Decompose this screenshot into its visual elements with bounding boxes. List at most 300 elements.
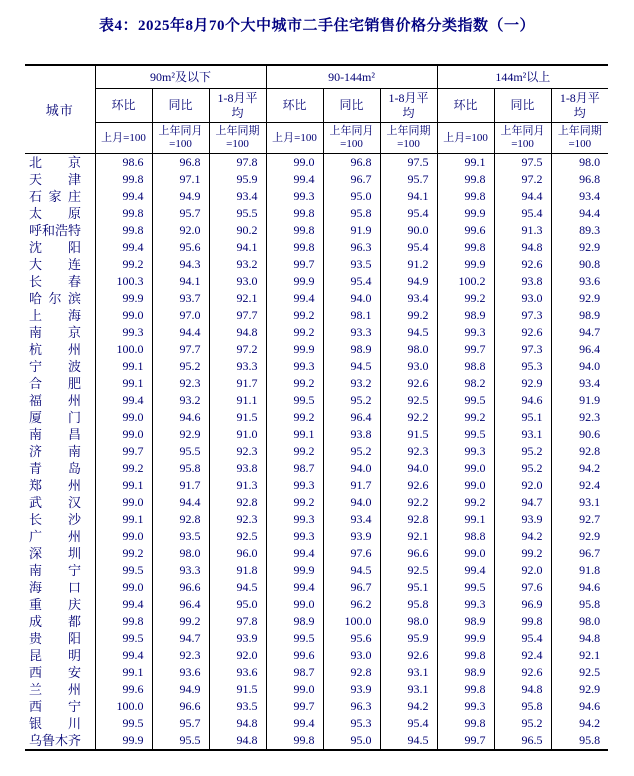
table-row: [25, 290, 608, 307]
index-value: 96.0: [209, 545, 266, 562]
index-value: 99.3: [266, 358, 323, 375]
index-value: 95.4: [380, 205, 437, 222]
index-value: 94.5: [323, 358, 380, 375]
index-value: 97.5: [380, 154, 437, 172]
index-value: 99.8: [266, 205, 323, 222]
index-value: 92.8: [551, 443, 608, 460]
metric-header-yoy: 同比: [323, 89, 380, 123]
table-row: [25, 698, 608, 715]
index-value: 92.9: [551, 290, 608, 307]
index-value: 94.0: [551, 358, 608, 375]
index-value: 99.5: [95, 630, 152, 647]
city-name: 南京: [29, 325, 81, 340]
base-header: 上月=100: [266, 123, 323, 154]
metric-header-yoy: 同比: [152, 89, 209, 123]
index-value: 99.2: [95, 545, 152, 562]
index-value: 93.9: [209, 630, 266, 647]
index-value: 99.9: [95, 290, 152, 307]
base-header: 上年同月=100: [152, 123, 209, 154]
index-value: 94.8: [209, 324, 266, 341]
city-name: 杭州: [29, 342, 81, 357]
index-value: 93.9: [323, 681, 380, 698]
index-value: 97.3: [494, 341, 551, 358]
index-value: 99.8: [437, 188, 494, 205]
city-name: 厦门: [29, 410, 81, 425]
index-value: 98.8: [437, 358, 494, 375]
index-value: 98.6: [95, 154, 152, 172]
index-value: 93.0: [494, 290, 551, 307]
index-value: 95.2: [323, 392, 380, 409]
index-value: 94.1: [380, 188, 437, 205]
index-value: 94.4: [494, 188, 551, 205]
index-value: 99.2: [266, 443, 323, 460]
index-value: 98.0: [152, 545, 209, 562]
index-value: 94.9: [380, 273, 437, 290]
index-value: 97.3: [494, 307, 551, 324]
metric-header-avg: 1-8月平均: [209, 89, 266, 123]
index-value: 93.9: [494, 511, 551, 528]
index-value: 99.0: [437, 460, 494, 477]
index-value: 92.8: [380, 511, 437, 528]
index-value: 99.9: [95, 732, 152, 750]
index-value: 91.2: [380, 256, 437, 273]
index-value: 99.5: [266, 392, 323, 409]
index-value: 94.0: [380, 460, 437, 477]
table-row: [25, 477, 608, 494]
index-value: 94.8: [209, 732, 266, 750]
index-value: 99.9: [437, 256, 494, 273]
index-value: 98.7: [266, 460, 323, 477]
base-header: 上月=100: [95, 123, 152, 154]
page-title: 表4：2025年8月70个大中城市二手住宅销售价格分类指数（一）: [98, 18, 535, 34]
index-value: 91.3: [494, 222, 551, 239]
price-index-table: [25, 64, 608, 751]
index-value: 94.1: [209, 239, 266, 256]
table-row: [25, 715, 608, 732]
index-value: 97.2: [209, 341, 266, 358]
table-row: [25, 613, 608, 630]
index-value: 92.1: [551, 647, 608, 664]
index-value: 98.9: [266, 613, 323, 630]
index-value: 99.2: [266, 494, 323, 511]
index-value: 99.8: [95, 171, 152, 188]
index-value: 92.3: [380, 443, 437, 460]
index-value: 94.3: [152, 256, 209, 273]
city-name: 贵阳: [29, 631, 81, 646]
index-value: 89.3: [551, 222, 608, 239]
index-value: 92.0: [494, 562, 551, 579]
index-value: 99.2: [266, 409, 323, 426]
index-value: 99.8: [437, 681, 494, 698]
index-value: 98.1: [323, 307, 380, 324]
index-value: 94.2: [494, 528, 551, 545]
index-value: 94.6: [494, 392, 551, 409]
city-name: 乌鲁木齐: [25, 732, 95, 750]
index-value: 98.9: [437, 664, 494, 681]
base-header: 上年同月=100: [494, 123, 551, 154]
index-value: 97.6: [323, 545, 380, 562]
index-value: 94.8: [494, 239, 551, 256]
city-name: 南昌: [29, 427, 81, 442]
table-row: [25, 239, 608, 256]
index-value: 99.0: [95, 307, 152, 324]
index-value: 100.0: [95, 341, 152, 358]
index-value: 99.8: [437, 171, 494, 188]
index-value: 100.0: [323, 613, 380, 630]
index-value: 92.3: [209, 443, 266, 460]
index-value: 95.5: [209, 205, 266, 222]
city-name: 兰州: [29, 682, 81, 697]
index-value: 93.5: [209, 698, 266, 715]
table-row: [25, 307, 608, 324]
index-value: 95.4: [380, 715, 437, 732]
index-value: 92.9: [551, 528, 608, 545]
table-row: [25, 171, 608, 188]
index-value: 92.9: [551, 239, 608, 256]
index-value: 93.8: [209, 460, 266, 477]
city-name: 北京: [29, 155, 81, 170]
index-value: 99.6: [95, 681, 152, 698]
index-value: 90.2: [209, 222, 266, 239]
index-value: 99.0: [95, 528, 152, 545]
index-value: 99.1: [437, 154, 494, 172]
index-value: 99.2: [437, 409, 494, 426]
index-value: 93.1: [551, 494, 608, 511]
index-value: 99.1: [95, 375, 152, 392]
index-value: 93.8: [323, 426, 380, 443]
index-value: 91.8: [209, 562, 266, 579]
index-value: 97.7: [209, 307, 266, 324]
index-value: 99.8: [95, 205, 152, 222]
index-value: 92.5: [551, 664, 608, 681]
table-row: [25, 375, 608, 392]
table-row: [25, 426, 608, 443]
index-value: 93.3: [152, 562, 209, 579]
index-value: 95.8: [152, 460, 209, 477]
city-name: 西安: [29, 665, 81, 680]
table-row: [25, 647, 608, 664]
index-value: 95.2: [152, 358, 209, 375]
index-value: 93.6: [551, 273, 608, 290]
index-value: 99.0: [266, 681, 323, 698]
index-value: 99.4: [266, 171, 323, 188]
city-name: 上海: [29, 308, 81, 323]
index-value: 93.4: [209, 188, 266, 205]
index-value: 96.7: [551, 545, 608, 562]
city-name: 沈阳: [29, 240, 81, 255]
index-value: 99.8: [437, 647, 494, 664]
index-value: 93.6: [152, 664, 209, 681]
index-value: 91.5: [380, 426, 437, 443]
index-value: 98.0: [380, 613, 437, 630]
base-header-row: [25, 123, 608, 154]
index-value: 95.8: [494, 698, 551, 715]
index-value: 91.7: [209, 375, 266, 392]
group-header-144-above: 144m²以上: [437, 65, 608, 89]
index-value: 99.8: [437, 239, 494, 256]
index-value: 99.8: [266, 732, 323, 750]
index-value: 91.7: [152, 477, 209, 494]
index-value: 92.9: [494, 375, 551, 392]
index-value: 95.4: [323, 273, 380, 290]
index-value: 99.0: [95, 494, 152, 511]
city-column-header: 城市: [25, 65, 95, 154]
index-value: 92.9: [551, 681, 608, 698]
index-value: 99.8: [95, 613, 152, 630]
table-row: [25, 341, 608, 358]
index-value: 99.2: [380, 307, 437, 324]
index-value: 94.0: [323, 494, 380, 511]
index-value: 94.8: [551, 630, 608, 647]
index-value: 98.7: [266, 664, 323, 681]
index-value: 92.3: [551, 409, 608, 426]
table-row: [25, 579, 608, 596]
index-value: 90.0: [380, 222, 437, 239]
index-value: 94.8: [209, 715, 266, 732]
index-value: 99.5: [95, 562, 152, 579]
index-value: 92.6: [380, 647, 437, 664]
index-value: 95.1: [380, 579, 437, 596]
index-value: 98.9: [437, 307, 494, 324]
index-value: 93.3: [209, 358, 266, 375]
city-name: 广州: [29, 529, 81, 544]
index-value: 92.3: [152, 647, 209, 664]
index-value: 99.4: [95, 188, 152, 205]
index-value: 94.0: [323, 290, 380, 307]
index-value: 92.5: [380, 392, 437, 409]
city-name: 青岛: [29, 461, 81, 476]
index-value: 99.4: [95, 647, 152, 664]
city-name: 西宁: [29, 699, 81, 714]
index-value: 93.8: [494, 273, 551, 290]
index-value: 94.6: [551, 579, 608, 596]
index-value: 93.2: [152, 392, 209, 409]
index-value: 99.0: [437, 545, 494, 562]
index-value: 93.2: [323, 375, 380, 392]
metric-header-yoy: 同比: [494, 89, 551, 123]
city-name: 深圳: [29, 546, 81, 561]
index-value: 94.6: [551, 698, 608, 715]
index-value: 95.0: [209, 596, 266, 613]
index-value: 92.6: [494, 664, 551, 681]
table-row: [25, 443, 608, 460]
index-value: 99.8: [266, 222, 323, 239]
table-row: [25, 664, 608, 681]
index-value: 99.2: [266, 324, 323, 341]
index-value: 97.2: [494, 171, 551, 188]
index-value: 93.5: [152, 528, 209, 545]
index-value: 95.0: [323, 732, 380, 750]
index-value: 99.2: [152, 613, 209, 630]
index-value: 99.1: [437, 511, 494, 528]
city-name: 海口: [29, 580, 81, 595]
group-header-90-below: 90m²及以下: [95, 65, 266, 89]
index-value: 98.9: [437, 613, 494, 630]
index-value: 94.5: [209, 579, 266, 596]
index-value: 97.5: [494, 154, 551, 172]
index-value: 99.2: [95, 460, 152, 477]
index-value: 99.3: [437, 698, 494, 715]
index-value: 91.5: [209, 681, 266, 698]
base-header: 上年同期=100: [209, 123, 266, 154]
index-value: 95.9: [209, 171, 266, 188]
index-value: 94.2: [380, 698, 437, 715]
index-value: 98.0: [380, 341, 437, 358]
index-value: 91.1: [209, 392, 266, 409]
index-value: 98.0: [551, 613, 608, 630]
index-value: 99.0: [266, 154, 323, 172]
index-value: 95.5: [152, 732, 209, 750]
city-name: 合肥: [29, 376, 81, 391]
index-value: 99.8: [95, 222, 152, 239]
index-value: 91.5: [209, 409, 266, 426]
group-header-90-144: 90-144m²: [266, 65, 437, 89]
index-value: 97.7: [152, 341, 209, 358]
table-body: [25, 154, 608, 751]
index-value: 93.3: [323, 324, 380, 341]
table-row: [25, 630, 608, 647]
city-name: 银川: [29, 716, 81, 731]
index-value: 99.3: [266, 188, 323, 205]
city-name: 福州: [29, 393, 81, 408]
index-value: 99.9: [266, 273, 323, 290]
table-row: [25, 188, 608, 205]
index-value: 95.8: [551, 596, 608, 613]
index-value: 98.0: [551, 154, 608, 172]
index-value: 99.3: [95, 324, 152, 341]
index-value: 97.8: [209, 613, 266, 630]
index-value: 95.4: [494, 630, 551, 647]
index-value: 96.6: [152, 579, 209, 596]
index-value: 99.5: [437, 392, 494, 409]
index-value: 93.4: [323, 511, 380, 528]
metric-header-row: [25, 89, 608, 123]
index-value: 95.2: [494, 715, 551, 732]
index-value: 99.7: [266, 698, 323, 715]
index-value: 94.9: [152, 188, 209, 205]
index-value: 95.9: [380, 630, 437, 647]
index-value: 99.9: [437, 630, 494, 647]
index-value: 92.8: [152, 511, 209, 528]
index-value: 98.9: [323, 341, 380, 358]
index-value: 96.7: [323, 171, 380, 188]
index-value: 94.2: [551, 460, 608, 477]
index-value: 99.2: [437, 290, 494, 307]
index-value: 92.0: [494, 477, 551, 494]
index-value: 95.7: [380, 171, 437, 188]
index-value: 95.0: [323, 188, 380, 205]
index-value: 99.5: [95, 715, 152, 732]
index-value: 99.2: [437, 494, 494, 511]
index-value: 99.9: [266, 562, 323, 579]
metric-header-mom: 环比: [266, 89, 323, 123]
index-value: 99.7: [266, 256, 323, 273]
index-value: 92.3: [152, 375, 209, 392]
index-value: 99.3: [437, 324, 494, 341]
base-header: 上年同期=100: [551, 123, 608, 154]
table-row: [25, 273, 608, 290]
index-value: 99.2: [266, 307, 323, 324]
index-value: 93.4: [551, 188, 608, 205]
table-row: [25, 409, 608, 426]
table-row: [25, 545, 608, 562]
index-value: 93.7: [152, 290, 209, 307]
index-value: 92.1: [209, 290, 266, 307]
city-name: 大连: [29, 257, 81, 272]
city-name: 武汉: [29, 495, 81, 510]
index-value: 99.5: [437, 426, 494, 443]
index-value: 99.7: [437, 732, 494, 750]
index-value: 93.4: [551, 375, 608, 392]
table-row: [25, 205, 608, 222]
metric-header-mom: 环比: [95, 89, 152, 123]
index-value: 95.7: [152, 715, 209, 732]
index-value: 93.2: [209, 256, 266, 273]
index-value: 93.6: [209, 664, 266, 681]
index-value: 95.4: [494, 205, 551, 222]
metric-header-avg: 1-8月平均: [380, 89, 437, 123]
index-value: 96.8: [551, 171, 608, 188]
base-header: 上月=100: [437, 123, 494, 154]
index-value: 99.5: [266, 630, 323, 647]
index-value: 94.7: [494, 494, 551, 511]
index-value: 95.8: [380, 596, 437, 613]
index-value: 96.8: [323, 154, 380, 172]
index-value: 96.3: [323, 698, 380, 715]
index-value: 100.3: [95, 273, 152, 290]
index-value: 94.5: [323, 562, 380, 579]
index-value: 97.1: [152, 171, 209, 188]
index-value: 92.4: [551, 477, 608, 494]
index-value: 96.4: [551, 341, 608, 358]
index-value: 93.1: [380, 681, 437, 698]
index-value: 95.4: [380, 239, 437, 256]
index-value: 99.3: [437, 596, 494, 613]
index-value: 92.3: [209, 511, 266, 528]
index-value: 95.2: [494, 443, 551, 460]
index-value: 99.4: [437, 562, 494, 579]
index-value: 99.1: [95, 511, 152, 528]
index-value: 90.6: [551, 426, 608, 443]
index-value: 93.0: [380, 358, 437, 375]
table-row: [25, 596, 608, 613]
index-value: 94.6: [152, 409, 209, 426]
index-value: 93.0: [209, 273, 266, 290]
index-value: 96.9: [494, 596, 551, 613]
group-header-row: [25, 65, 608, 89]
index-value: 93.5: [323, 256, 380, 273]
index-value: 93.1: [380, 664, 437, 681]
table-row: [25, 732, 608, 750]
index-value: 91.0: [209, 426, 266, 443]
index-value: 92.5: [380, 562, 437, 579]
index-value: 99.4: [266, 579, 323, 596]
city-name: 哈尔滨: [29, 291, 81, 306]
index-value: 99.3: [266, 511, 323, 528]
metric-header-avg: 1-8月平均: [551, 89, 608, 123]
index-value: 99.0: [266, 596, 323, 613]
index-value: 99.7: [95, 443, 152, 460]
base-header: 上年同月=100: [323, 123, 380, 154]
index-value: 99.4: [266, 290, 323, 307]
index-value: 99.8: [266, 239, 323, 256]
table-row: [25, 681, 608, 698]
index-value: 98.9: [551, 307, 608, 324]
index-value: 99.4: [266, 545, 323, 562]
city-name: 昆明: [29, 648, 81, 663]
table-row: [25, 460, 608, 477]
index-value: 95.8: [323, 205, 380, 222]
